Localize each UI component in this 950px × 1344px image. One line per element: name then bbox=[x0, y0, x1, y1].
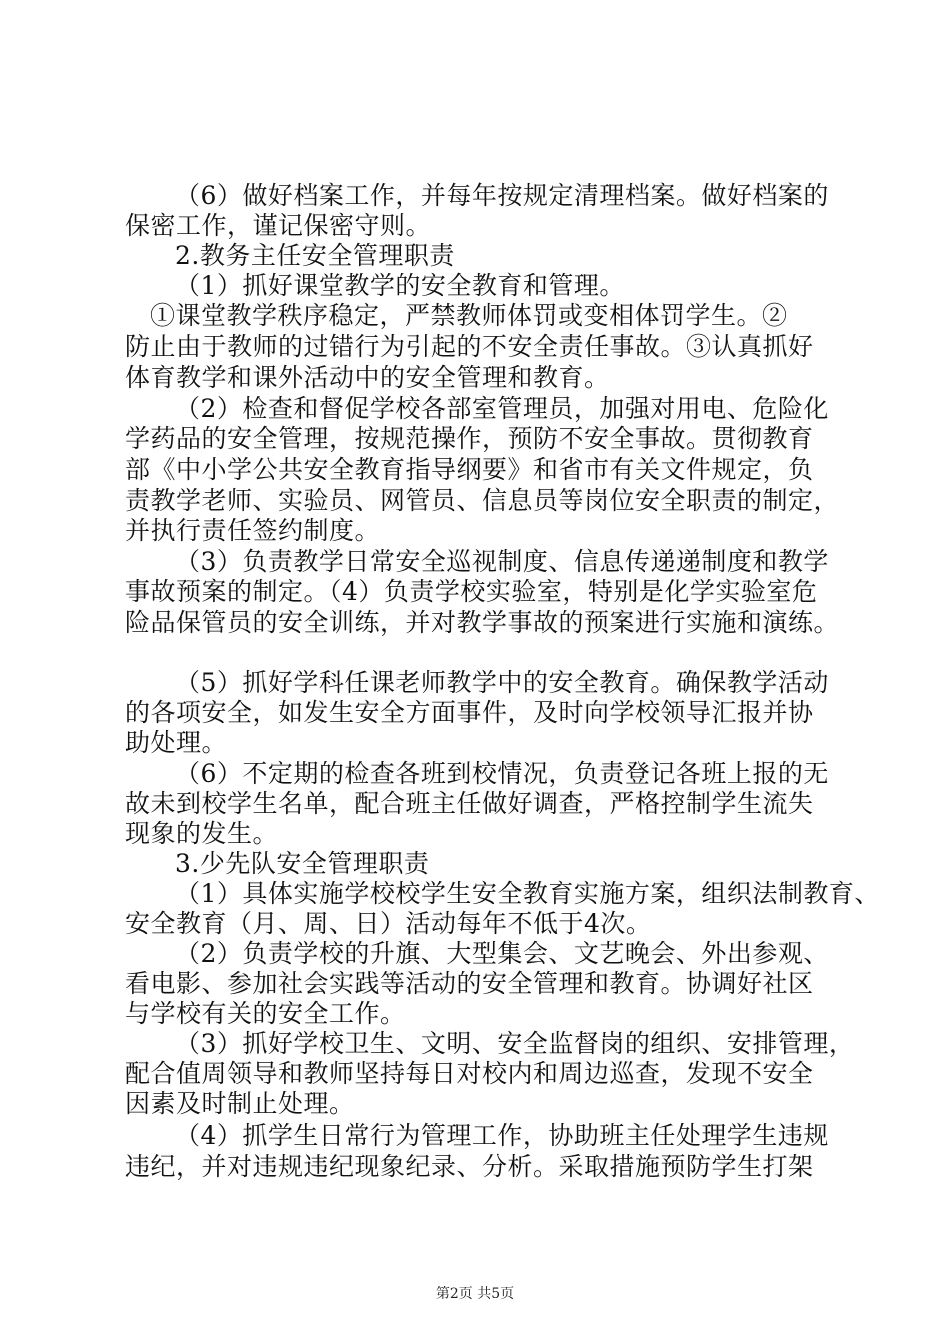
text-line: （5）抓好学科任课老师教学中的安全教育。确保教学活动 bbox=[175, 668, 829, 697]
text-line: 安全教育（月、周、日）活动每年不低于4次。 bbox=[125, 909, 652, 938]
text-line: （1）具体实施学校校学生安全教育实施方案，组织法制教育、 bbox=[175, 879, 880, 908]
text-line: 的各项安全，如发生安全方面事件，及时向学校领导汇报并协 bbox=[125, 698, 814, 727]
text-line: （3）抓好学校卫生、文明、安全监督岗的组织、安排管理， bbox=[175, 1029, 855, 1058]
text-line: 看电影、参加社会实践等活动的安全管理和教育。协调好社区 bbox=[125, 969, 814, 998]
text-line: 责教学老师、实验员、网管员、信息员等岗位安全职责的制定， bbox=[125, 486, 840, 515]
text-line: 事故预案的制定。（4）负责学校实验室，特别是化学实验室危 bbox=[125, 577, 818, 606]
text-line: （2）负责学校的升旗、大型集会、文艺晚会、外出参观、 bbox=[175, 939, 829, 968]
text-line: （2）检查和督促学校各部室管理员，加强对用电、危险化 bbox=[175, 394, 829, 423]
text-line: 保密工作，谨记保密守则。 bbox=[125, 211, 432, 240]
text-line: （6）做好档案工作，并每年按规定清理档案。做好档案的 bbox=[175, 181, 829, 210]
text-line: （6）不定期的检查各班到校情况，负责登记各班上报的无 bbox=[175, 759, 829, 788]
section-heading: 3.少先队安全管理职责 bbox=[175, 849, 430, 878]
text-line: ①课堂教学秩序稳定，严禁教师体罚或变相体罚学生。② bbox=[150, 301, 788, 330]
text-line: 学药品的安全管理，按规范操作，预防不安全事故。贯彻教育 bbox=[125, 424, 814, 453]
text-line: 与学校有关的安全工作。 bbox=[125, 999, 406, 1028]
text-line: 防止由于教师的过错行为引起的不安全责任事故。③认真抓好 bbox=[125, 332, 814, 361]
text-line: 违纪，并对违规违纪现象纪录、分析。采取措施预防学生打架 bbox=[125, 1152, 814, 1181]
text-line: 故未到校学生名单，配合班主任做好调查，严格控制学生流失 bbox=[125, 789, 814, 818]
text-line: 部《中小学公共安全教育指导纲要》和省市有关文件规定，负 bbox=[125, 455, 814, 484]
text-line: （3）负责教学日常安全巡视制度、信息传递递制度和教学 bbox=[175, 547, 829, 576]
text-line: 并执行责任签约制度。 bbox=[125, 516, 381, 545]
text-line: 体育教学和课外活动中的安全管理和教育。 bbox=[125, 363, 610, 392]
text-line: 现象的发生。 bbox=[125, 819, 279, 848]
text-line: 配合值周领导和教师坚持每日对校内和周边巡查，发现不安全 bbox=[125, 1059, 814, 1088]
section-heading: 2.教务主任安全管理职责 bbox=[175, 241, 455, 270]
page-number-footer: 第2页 共5页 bbox=[435, 1286, 515, 1302]
text-line: 险品保管员的安全训练，并对教学事故的预案进行实施和演练。 bbox=[125, 608, 840, 637]
text-line: （1）抓好课堂教学的安全教育和管理。 bbox=[175, 271, 625, 300]
text-line: （4）抓学生日常行为管理工作，协助班主任处理学生违规 bbox=[175, 1121, 829, 1150]
text-line: 因素及时制止处理。 bbox=[125, 1089, 355, 1118]
text-line: 助处理。 bbox=[125, 728, 228, 757]
